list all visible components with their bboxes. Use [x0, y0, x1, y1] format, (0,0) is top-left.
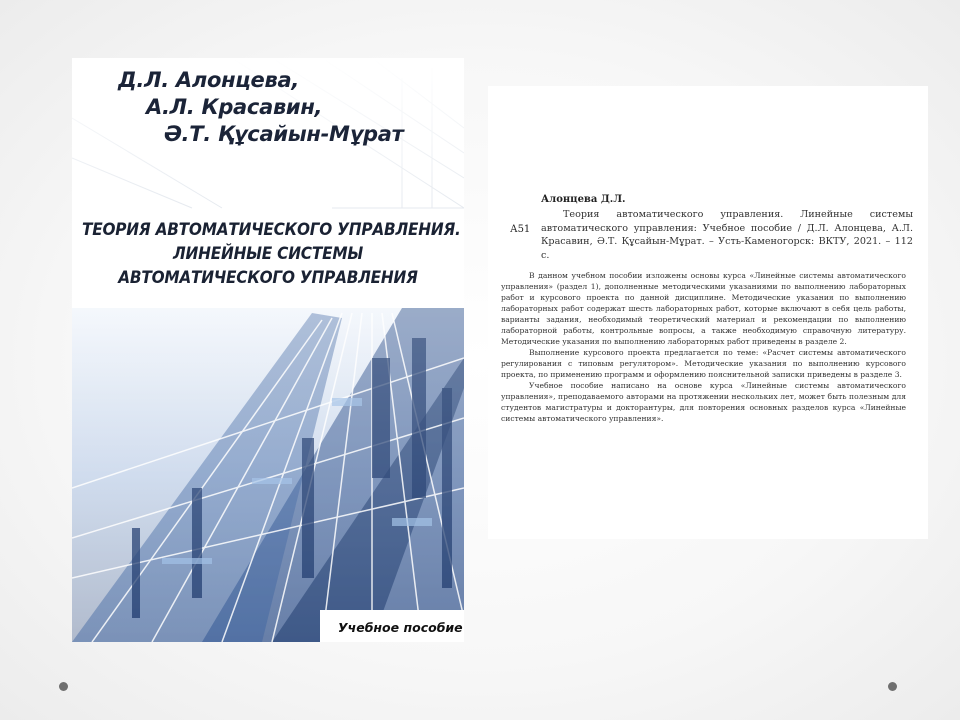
cover-author-3: Ә.Т. Құсайын-Мұрат — [164, 122, 404, 146]
bibliographic-author: Алонцева Д.Л. — [541, 194, 626, 205]
annotation-text — [501, 270, 906, 424]
annotation-page — [488, 86, 928, 539]
slide-dot-left[interactable] — [59, 682, 68, 691]
annotation-paragraph: Учебное пособие написано на основе курса «Линейные системы автоматического управления», преподаваемого авторами на протяжении нескольких лет, может быть полезным для студентов магистратуры и докторантуры, для повторения основных разделов курса «Линейные системы автоматического управления». — [501, 381, 906, 423]
book-cover — [72, 58, 464, 642]
cover-subtitle: Учебное пособие — [338, 620, 463, 635]
cover-author-2: А.Л. Красавин, — [146, 95, 323, 119]
cover-title — [82, 218, 461, 290]
cover-author-1: Д.Л. Алонцева, — [118, 68, 300, 92]
annotation-paragraph: В данном учебном пособии изложены основы курса «Линейные системы автоматического управления» (раздел 1), дополненные методическими указаниями по выполнению лабораторных работ и курсового проекта по данной дисциплине. Методические указания по выполнению лабораторных работ содержат шесть лабораторных работ, которые включают в себя цель работы, варианты задания, необходимый теоретический материал и рекомендации по выполнению лабораторной работы, контрольные вопросы, а также необходимую справочную литературу. Методические указания по выполнению лабораторных работ приведены в разделе 2. — [501, 271, 906, 346]
cover-title-line-2: ЛИНЕЙНЫЕ СИСТЕМЫ — [173, 244, 363, 264]
cover-title-line-3: АВТОМАТИЧЕСКОГО УПРАВЛЕНИЯ — [118, 268, 418, 288]
bibliographic-description: Теория автоматического управления. Линейные системы автоматического управления: Учебное пособие / Д.Л. Алонцева, А.Л. Красавин, Ә.Т. Құсайын-Мұрат. – Усть-Каменогорск: ВКТУ, 2021. – 112 с. — [541, 209, 913, 261]
slide-dot-right[interactable] — [888, 682, 897, 691]
cover-title-line-1: ТЕОРИЯ АВТОМАТИЧЕСКОГО УПРАВЛЕНИЯ. — [82, 220, 461, 240]
annotation-paragraph: Выполнение курсового проекта предлагается по теме: «Расчет системы автоматического регулирования с типовым регулятором». Методические указания по выполнению курсового проекта, по применению программ и оформлению пояснительной записки приведены в разделе 3. — [501, 348, 906, 379]
bibliographic-code: А51 — [510, 224, 531, 235]
